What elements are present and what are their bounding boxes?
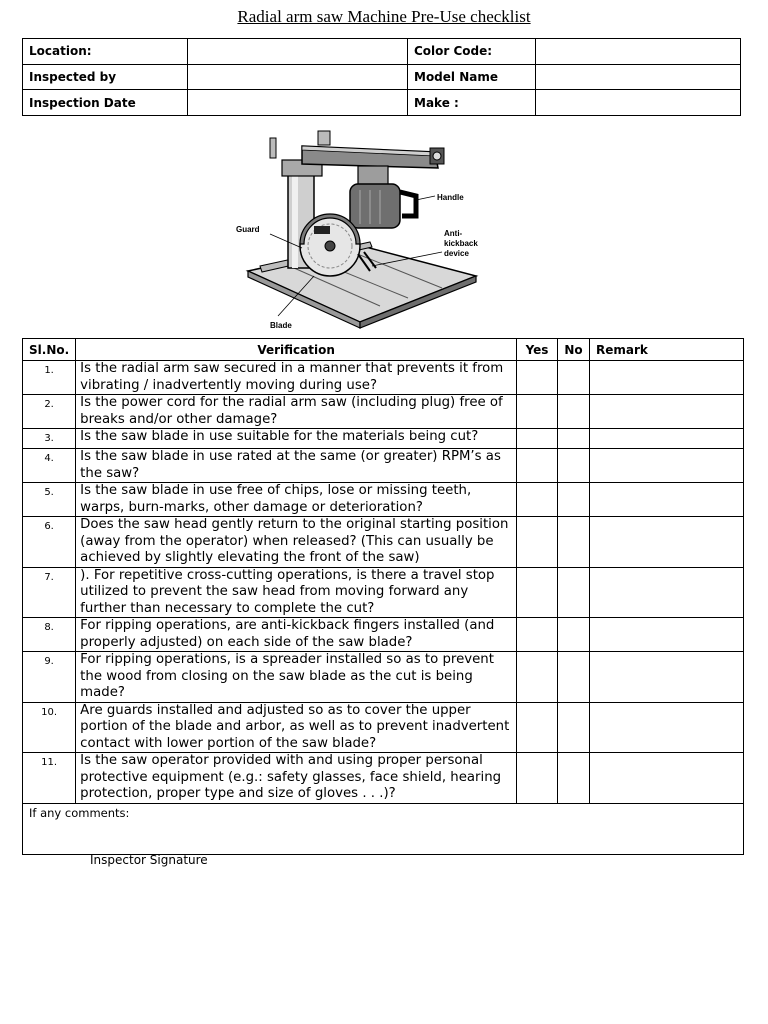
yes-cell[interactable] [517, 753, 558, 804]
info-row [23, 39, 741, 65]
table-row [23, 449, 744, 483]
checklist-table [22, 338, 744, 855]
anti-kickback-callout: kickback [444, 239, 478, 248]
guard-callout: Guard [236, 225, 260, 234]
comments-row [23, 803, 744, 854]
yes-cell[interactable] [517, 429, 558, 449]
table-row [23, 652, 744, 703]
remark-cell[interactable] [590, 753, 744, 804]
no-cell[interactable] [558, 652, 590, 703]
handle-callout: Handle [437, 193, 464, 202]
no-cell[interactable] [558, 753, 590, 804]
yes-cell[interactable] [517, 483, 558, 517]
no-cell[interactable] [558, 702, 590, 753]
table-header-row [23, 339, 744, 361]
yes-cell[interactable] [517, 652, 558, 703]
table-row [23, 517, 744, 568]
info-row [23, 64, 741, 90]
inspection-info-table [22, 38, 741, 116]
row-number: 3. [23, 429, 76, 449]
comments-field[interactable]: If any comments: [23, 803, 744, 854]
verification-question: For ripping operations, is a spreader installed so as to prevent the wood from closing on the saw blade as the cut is being made? [76, 652, 517, 703]
verification-question: Does the saw head gently return to the original starting position (away from the operator) when released? (This can usually be achieved by slightly elevating the front of the saw) [76, 517, 517, 568]
remark-cell[interactable] [590, 429, 744, 449]
verification-question: Are guards installed and adjusted so as to cover the upper portion of the blade and arbor, as well as to prevent inadvertent contact with lower portion of the saw blade? [76, 702, 517, 753]
verification-header: Verification [76, 339, 517, 361]
table-row [23, 702, 744, 753]
model-name-field[interactable] [536, 64, 741, 90]
model-name-label: Model Name [408, 64, 536, 90]
yes-cell[interactable] [517, 567, 558, 618]
color-code-label: Color Code: [408, 39, 536, 65]
verification-question: Is the saw operator provided with and using proper personal protective equipment (e.g.: safety glasses, face shield, hearing protection, proper type and size of gloves . . .)? [76, 753, 517, 804]
table-row [23, 361, 744, 395]
no-cell[interactable] [558, 449, 590, 483]
yes-cell[interactable] [517, 702, 558, 753]
location-field[interactable] [188, 39, 408, 65]
yes-cell[interactable] [517, 449, 558, 483]
no-cell[interactable] [558, 395, 590, 429]
remark-cell[interactable] [590, 618, 744, 652]
row-number: 5. [23, 483, 76, 517]
remark-cell[interactable] [590, 361, 744, 395]
remark-cell[interactable] [590, 517, 744, 568]
remark-cell[interactable] [590, 449, 744, 483]
make-label: Make : [408, 90, 536, 116]
row-number: 10. [23, 702, 76, 753]
info-row [23, 90, 741, 116]
table-row [23, 567, 744, 618]
no-cell[interactable] [558, 618, 590, 652]
no-cell[interactable] [558, 361, 590, 395]
page-title: Radial arm saw Machine Pre-Use checklist [237, 7, 531, 26]
remark-cell[interactable] [590, 702, 744, 753]
anti-kickback-callout: device [444, 249, 469, 258]
table-row [23, 395, 744, 429]
no-cell[interactable] [558, 567, 590, 618]
no-cell[interactable] [558, 429, 590, 449]
remark-header: Remark [590, 339, 744, 361]
remark-cell[interactable] [590, 652, 744, 703]
yes-cell[interactable] [517, 361, 558, 395]
row-number: 7. [23, 567, 76, 618]
radial-arm-saw-illustration [230, 126, 492, 334]
row-number: 8. [23, 618, 76, 652]
color-code-field[interactable] [536, 39, 741, 65]
row-number: 6. [23, 517, 76, 568]
verification-question: Is the radial arm saw secured in a manner that prevents it from vibrating / inadvertently moving during use? [76, 361, 517, 395]
yes-cell[interactable] [517, 517, 558, 568]
remark-cell[interactable] [590, 483, 744, 517]
sl-no-header: Sl.No. [23, 339, 76, 361]
table-row [23, 429, 744, 449]
row-number: 1. [23, 361, 76, 395]
no-cell[interactable] [558, 483, 590, 517]
inspected-by-field[interactable] [188, 64, 408, 90]
inspector-signature-label: Inspector Signature [90, 853, 208, 867]
row-number: 4. [23, 449, 76, 483]
verification-question: Is the saw blade in use free of chips, lose or missing teeth, warps, burn-marks, other damage or deterioration? [76, 483, 517, 517]
no-cell[interactable] [558, 517, 590, 568]
remark-cell[interactable] [590, 395, 744, 429]
blade-callout: Blade [270, 321, 292, 330]
no-header: No [558, 339, 590, 361]
verification-question: Is the saw blade in use suitable for the materials being cut? [76, 429, 517, 449]
verification-question: Is the power cord for the radial arm saw (including plug) free of breaks and/or other damage? [76, 395, 517, 429]
row-number: 11. [23, 753, 76, 804]
make-field[interactable] [536, 90, 741, 116]
table-row [23, 483, 744, 517]
yes-cell[interactable] [517, 395, 558, 429]
yes-header: Yes [517, 339, 558, 361]
inspection-date-field[interactable] [188, 90, 408, 116]
verification-question: ). For repetitive cross-cutting operations, is there a travel stop utilized to prevent the saw head from moving forward any further than necessary to complete the cut? [76, 567, 517, 618]
row-number: 2. [23, 395, 76, 429]
row-number: 9. [23, 652, 76, 703]
inspection-date-label: Inspection Date [23, 90, 188, 116]
table-row [23, 618, 744, 652]
location-label: Location: [23, 39, 188, 65]
yes-cell[interactable] [517, 618, 558, 652]
table-row [23, 753, 744, 804]
inspected-by-label: Inspected by [23, 64, 188, 90]
remark-cell[interactable] [590, 567, 744, 618]
verification-question: Is the saw blade in use rated at the same (or greater) RPM’s as the saw? [76, 449, 517, 483]
anti-kickback-callout: Anti- [444, 229, 463, 238]
verification-question: For ripping operations, are anti-kickback fingers installed (and properly adjusted) on each side of the saw blade? [76, 618, 517, 652]
